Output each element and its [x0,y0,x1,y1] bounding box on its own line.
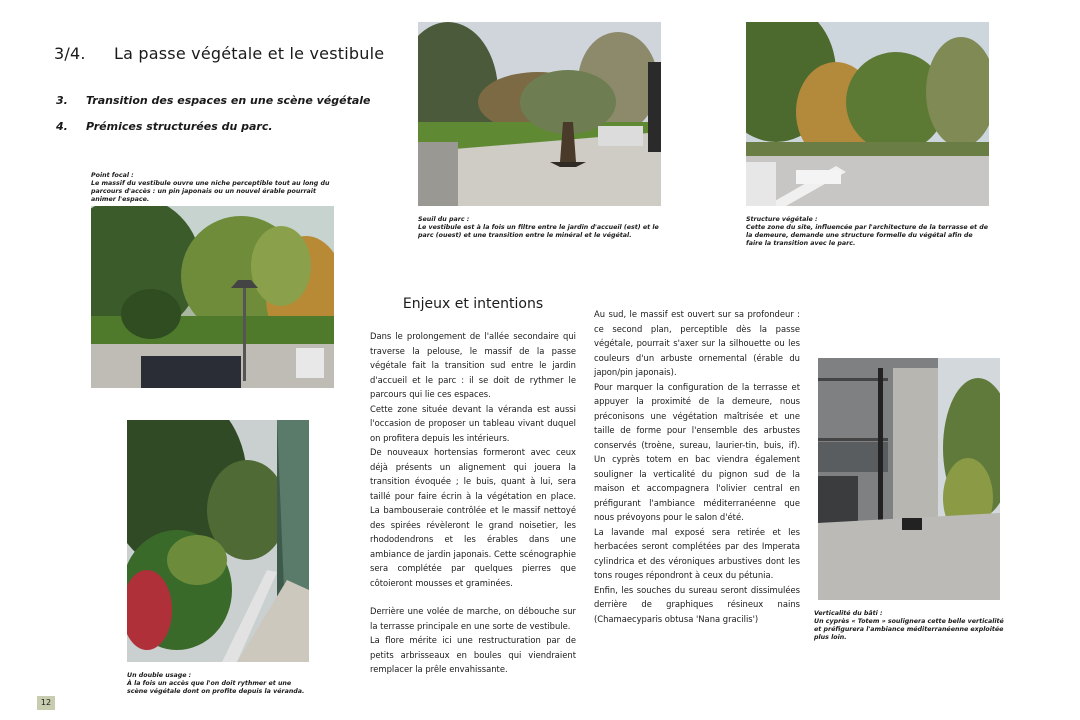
caption-point-focal: Point focal : Le massif du vestibule ouvre une niche perceptible tout au long du parcours d'accès : un pin japonais ou un nouvel érable pourrait animer l'espace. [91,172,330,203]
page-number: 12 [37,696,55,710]
caption-structure: Structure végétale : Cette zone du site, influencée par l'architecture de la terrasse et de la demeure, demande une structure formelle du végétal afin de faire la transition avec le parc. [746,216,989,247]
caption-verticalite: Verticalité du bâti : Un cyprès « Totem » soulignera cette belle verticalité et préfigurera l'ambiance méditerranéenne exploitée plus loin. [814,610,1004,641]
subtitle-2: 4. Prémices structurées du parc. [56,120,273,133]
caption-double-usage: Un double usage : À la fois un accès que l'on doit rythmer et une scène végétale dont on profite depuis la véranda. [127,672,305,695]
paragraph: Au sud, le massif est ouvert sur sa profondeur : ce second plan, perceptible dès la passe végétale, pourrait s'axer sur la silhouette ou les couleurs d'un arbuste ornemental (érable du japon/pin japonais). [594,309,800,377]
text-column-2 [594,307,800,626]
caption-seuil: Seuil du parc : Le vestibule est à la fois un filtre entre le jardin d'accueil (est) et le parc (ouest) et une transition entre le minéral et le végétal. [418,216,659,239]
photo-verticalite [818,358,1000,600]
section-number: 3/4. [54,44,86,63]
paragraph: Cette zone située devant la véranda est aussi l'occasion de proposer un tableau vivant duquel on profitera depuis les intérieurs. [370,403,576,443]
subtitle-1: 3. Transition des espaces en une scène végétale [56,94,371,107]
paragraph: Dans le prolongement de l'allée secondaire qui traverse la pelouse, le massif de la passe végétale fait la transition sud entre le jardin d'accueil et le parc : il se doit de rythmer le parcours qui lie ces espaces. [370,331,576,399]
paragraph: La flore mérite ici une restructuration par de petits arbrisseaux en boules qui viendraient remplacer la prêle envahissante. [370,635,576,674]
page-title [54,44,384,63]
paragraph: Enfin, les souches du sureau seront dissimulées derrière de graphiques résineux nains (Chamaecyparis obtusa 'Nana gracilis') [594,584,800,624]
photo-seuil [418,22,661,206]
section-heading: Enjeux et intentions [402,296,544,312]
paragraph: Derrière une volée de marche, on débouche sur la terrasse principale en une sorte de vestibule. [370,606,576,631]
photo-point-focal [91,206,334,388]
paragraph: De nouveaux hortensias formeront avec ceux déjà présents un alignement qui jouera la transition évoquée ; le buis, quant à lui, sera taillé pour faire écrin à la végétation en place. La bambouseraie contrôlée et le massif nettoyé des spirées révèleront le grand noisetier, les rhododendrons et les érables dans une ambiance de jardin japonais. Cette scénographie sera complétée par quelques pierres que côtoieront mousses et graminées. [370,447,576,588]
text-column-1 [370,329,576,677]
photo-double-usage [127,420,309,662]
photo-structure [746,22,989,206]
paragraph: Pour marquer la configuration de la terrasse et appuyer la proximité de la demeure, nous préconisons une végétation maîtrisée et une taille de forme pour l'ensemble des arbustes conservés (troène, sureau, laurier-tin, buis, if). Un cyprès totem en bac viendra également souligner la verticalité du pignon sud de la maison et accompagnera l'olivier central en préfigurant l'ambiance méditerranéenne que nous prévoyons pour le salon d'été. [594,381,800,522]
section-title: La passe végétale et le vestibule [114,44,385,63]
paragraph: La lavande mal exposé sera retirée et les herbacées seront complétées par des Imperata cylindrica et des véroniques arbustives dont les tons rouges répondront à ceux du pétunia. [594,526,800,580]
